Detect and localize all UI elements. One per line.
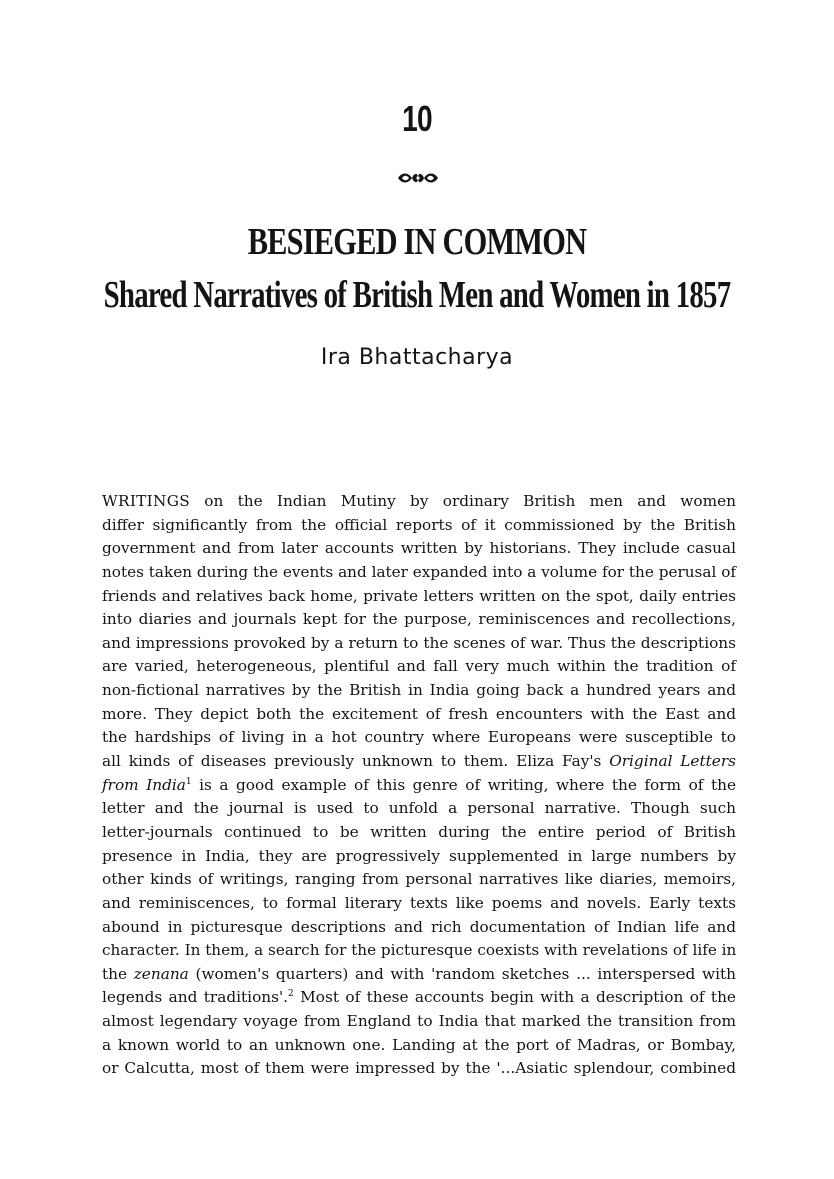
text-line-fragment: (women's quarters) and with 'random sketches ... interspersed with <box>188 964 736 983</box>
term-italic: zenana <box>133 964 189 983</box>
text-line: the hardships of living in a hot country where Europeans were susceptible to <box>102 728 736 747</box>
text-line: and reminiscences, to formal literary texts like poems and novels. Early texts <box>102 893 736 912</box>
text-line-fragment: all kinds of diseases previously unknown to them. Eliza Fay's <box>102 752 610 771</box>
book-title-italic: Original Letters <box>609 752 736 771</box>
chapter-title: BESIEGED IN COMMON <box>247 221 587 263</box>
text-line: friends and relatives back home, private letters written on the spot, daily entries <box>102 586 736 605</box>
text-line: non-fictional narratives by the British in India going back a hundred years and <box>102 681 736 700</box>
text-line: letter-journals continued to be written during the entire period of British <box>102 822 736 841</box>
text-line: more. They depict both the excitement of fresh encounters with the East and <box>102 704 736 723</box>
text-line <box>102 490 736 514</box>
chapter-subtitle: Shared Narratives of British Men and Women in 1857 <box>103 274 731 316</box>
text-line: are varied, heterogeneous, plentiful and fall very much within the tradition of <box>102 657 736 676</box>
floral-ornament-icon <box>396 170 440 186</box>
text-line-fragment: Most of these accounts begin with a description of the <box>293 988 736 1007</box>
text-line: government and from later accounts written by historians. They include casual <box>102 539 736 558</box>
text-line: abound in picturesque descriptions and rich documentation of Indian life and <box>102 917 736 936</box>
text-line-fragment: legends and traditions'. <box>102 988 289 1007</box>
text-line <box>102 986 736 1010</box>
text-line: character. In them, a search for the picturesque coexists with revelations of life in <box>102 941 737 960</box>
footnote-marker: 2 <box>288 989 294 1000</box>
text-line-fragment: the <box>102 964 134 983</box>
text-line: differ significantly from the official reports of it commissioned by the British <box>102 515 736 534</box>
text-line: or Calcutta, most of them were impressed by the '...Asiatic splendour, combined <box>102 1059 736 1078</box>
lead-word: WRITINGS <box>102 492 191 510</box>
footnote-marker: 1 <box>185 776 192 787</box>
text-line: other kinds of writings, ranging from personal narratives like diaries, memoirs, <box>102 870 736 889</box>
text-line <box>102 750 736 774</box>
text-line: notes taken during the events and later expanded into a volume for the perusal of <box>102 562 737 581</box>
text-line: almost legendary voyage from England to India that marked the transition from <box>102 1012 736 1031</box>
author-name: Ira Bhattacharya <box>320 345 514 370</box>
text-line-fragment: is a good example of this genre of writing, where the form of the <box>191 775 736 794</box>
text-line: and impressions provoked by a return to the scenes of war. Thus the descriptions <box>102 633 736 652</box>
text-line: presence in India, they are progressively supplemented in large numbers by <box>102 846 736 865</box>
text-line <box>102 774 736 798</box>
chapter-number: 10 <box>402 98 432 139</box>
book-title-italic: from India <box>102 775 186 794</box>
text-line: a known world to an unknown one. Landing at the port of Madras, or Bombay, <box>102 1035 736 1054</box>
text-line: into diaries and journals kept for the purpose, reminiscences and recollections, <box>102 610 736 629</box>
body-text <box>102 490 736 1081</box>
text-line-fragment: on the Indian Mutiny by ordinary British men and women <box>190 492 736 510</box>
text-line <box>102 963 736 987</box>
text-line: letter and the journal is used to unfold a personal narrative. Though such <box>102 799 736 818</box>
